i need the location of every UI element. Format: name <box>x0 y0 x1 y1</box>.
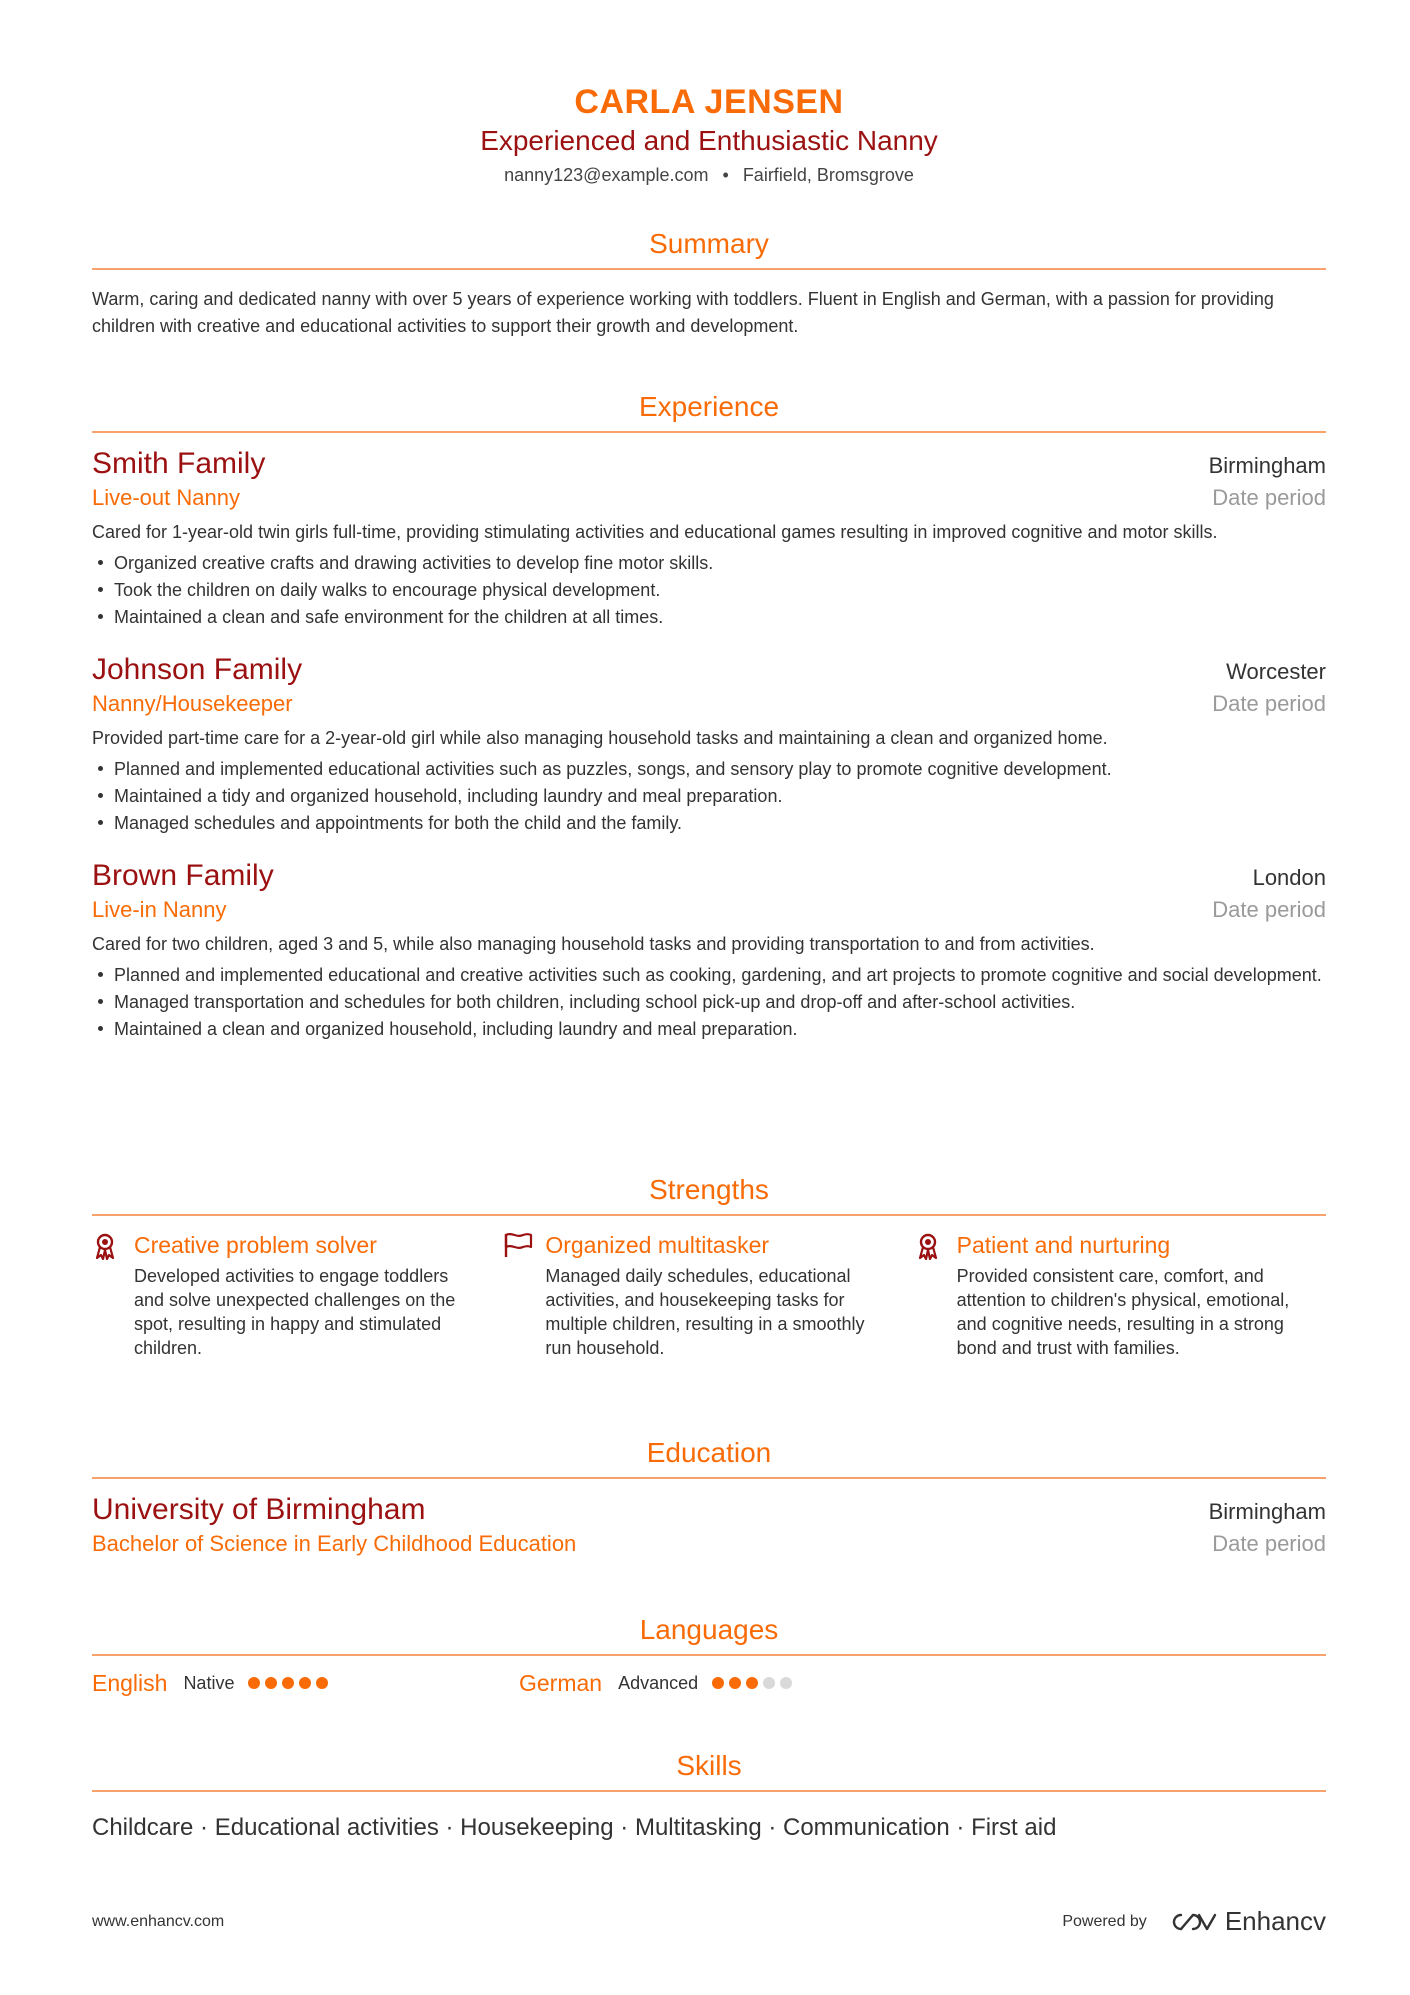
skill-item: Multitasking <box>634 1814 762 1841</box>
strength-title: Creative problem solver <box>134 1232 377 1258</box>
bullet-item: Managed schedules and appointments for both the child and the family. <box>92 810 1326 837</box>
strength-item <box>915 1230 1326 1360</box>
rating-dot-empty <box>763 1677 775 1689</box>
strength-title: Patient and nurturing <box>956 1232 1171 1258</box>
strengths-section <box>92 1172 1326 1360</box>
rating-dot-empty <box>780 1677 792 1689</box>
bullet-item: Took the children on daily walks to encourage physical development. <box>92 577 1326 604</box>
rating-dot-filled <box>729 1677 741 1689</box>
candidate-headline: Experienced and Enthusiastic Nanny <box>480 125 938 156</box>
language-name: English <box>92 1670 168 1696</box>
school-name: University of Birmingham <box>92 1493 426 1526</box>
job-date: Date period <box>1212 691 1326 716</box>
education-date: Date period <box>1212 1531 1326 1556</box>
rating-dot-filled <box>746 1677 758 1689</box>
footer-branding <box>1062 1906 1326 1937</box>
award-ribbon-icon <box>915 1230 957 1360</box>
skills-list <box>92 1812 1326 1844</box>
skill-item: Educational activities <box>214 1814 439 1841</box>
summary-section <box>92 226 1326 340</box>
company-name: Johnson Family <box>92 653 303 686</box>
degree-title: Bachelor of Science in Early Childhood Education <box>92 1531 577 1556</box>
bullet-item: Maintained a clean and organized household, including laundry and meal preparation. <box>92 1016 1326 1043</box>
section-title-languages: Languages <box>639 1614 779 1645</box>
strength-title: Organized multitasker <box>545 1232 770 1258</box>
rating-dot-filled <box>248 1677 260 1689</box>
section-title-skills: Skills <box>676 1750 742 1781</box>
bullet-item: Managed transportation and schedules for both children, including school pick-up and drop-off and after-school activities. <box>92 989 1326 1016</box>
school-location: Birmingham <box>1208 1499 1326 1524</box>
language-level: Native <box>183 1672 235 1693</box>
section-divider <box>92 1654 1326 1656</box>
powered-by-label: Powered by <box>1062 1912 1147 1930</box>
company-name: Brown Family <box>92 859 274 892</box>
skill-separator: · <box>761 1814 783 1841</box>
skill-item: Communication <box>783 1814 950 1841</box>
job-date: Date period <box>1212 897 1326 922</box>
section-title-education: Education <box>646 1437 772 1468</box>
skill-separator: · <box>613 1814 635 1841</box>
language-rating <box>712 1677 797 1689</box>
language-item <box>92 1668 519 1698</box>
enhancv-logo-icon <box>1171 1911 1217 1933</box>
summary-text: Warm, caring and dedicated nanny with over 5 years of experience working with toddlers. Fluent in English and German, with a passion for providing children with creative and educational activities to support their growth and development. <box>92 289 1274 336</box>
experience-entry <box>92 857 1326 1043</box>
rating-dot-filled <box>265 1677 277 1689</box>
bullet-item: Maintained a clean and safe environment for the children at all times. <box>92 604 1326 631</box>
bullet-item: Planned and implemented educational activities such as puzzles, songs, and sensory play to promote cognitive development. <box>92 756 1326 783</box>
brand-logo[interactable] <box>1171 1906 1326 1937</box>
section-title-experience: Experience <box>638 391 780 422</box>
skill-separator: · <box>193 1814 215 1841</box>
bullet-item: Planned and implemented educational and creative activities such as cooking, gardening, and art projects to promote cognitive and social development. <box>92 962 1326 989</box>
language-item <box>519 1668 946 1698</box>
job-bullets <box>92 962 1326 1043</box>
rating-dot-filled <box>282 1677 294 1689</box>
experience-entry <box>92 445 1326 631</box>
brand-name: Enhancv <box>1224 1906 1326 1936</box>
rating-dot-filled <box>316 1677 328 1689</box>
bullet-item: Maintained a tidy and organized household, including laundry and meal preparation. <box>92 783 1326 810</box>
location: Fairfield, Bromsgrove <box>742 165 914 185</box>
strength-item <box>503 1230 914 1360</box>
job-bullets <box>92 550 1326 631</box>
job-location: London <box>1252 865 1326 890</box>
languages-list <box>92 1668 1326 1698</box>
resume-page <box>92 0 1326 1995</box>
section-divider <box>92 1790 1326 1792</box>
section-title-summary: Summary <box>649 228 769 259</box>
rating-dot-filled <box>712 1677 724 1689</box>
job-location: Birmingham <box>1208 453 1326 478</box>
language-name: German <box>519 1670 603 1696</box>
job-bullets <box>92 756 1326 837</box>
section-divider <box>92 268 1326 270</box>
strengths-grid <box>92 1230 1326 1360</box>
language-level: Advanced <box>618 1672 699 1693</box>
skill-separator: · <box>438 1814 461 1841</box>
email[interactable]: nanny123@example.com <box>504 165 709 185</box>
page-footer <box>92 1906 1326 1937</box>
language-rating <box>248 1677 333 1689</box>
skill-item: Childcare <box>92 1814 194 1841</box>
job-title: Live-in Nanny <box>92 897 227 922</box>
experience-section <box>92 389 1326 1043</box>
resume-header <box>92 82 1326 188</box>
skill-item: Housekeeping <box>460 1814 614 1841</box>
job-location: Worcester <box>1226 659 1326 684</box>
job-date: Date period <box>1212 485 1326 510</box>
section-title-strengths: Strengths <box>649 1174 769 1205</box>
strength-item <box>92 1230 503 1360</box>
education-section <box>92 1435 1326 1559</box>
job-title: Nanny/Housekeeper <box>92 691 293 716</box>
footer-url[interactable]: www.enhancv.com <box>92 1912 225 1930</box>
flag-icon <box>503 1230 545 1360</box>
skills-section <box>92 1748 1326 1844</box>
experience-entry <box>92 651 1326 837</box>
rating-dot-filled <box>299 1677 311 1689</box>
strength-description: Developed activities to engage toddlers and solve unexpected challenges on the spot, resulting in happy and stimulated children. <box>134 1266 456 1358</box>
bullet-item: Organized creative crafts and drawing activities to develop fine motor skills. <box>92 550 1326 577</box>
job-description: Cared for two children, aged 3 and 5, while also managing household tasks and providing transportation to and from activities. <box>92 934 1095 954</box>
strength-description: Provided consistent care, comfort, and attention to children's physical, emotional, and cognitive needs, resulting in a strong bond and trust with families. <box>956 1266 1290 1358</box>
job-description: Provided part-time care for a 2-year-old girl while also managing household tasks and maintaining a clean and organized home. <box>92 728 1108 748</box>
languages-section <box>92 1612 1326 1698</box>
section-divider <box>92 431 1326 433</box>
company-name: Smith Family <box>92 447 266 480</box>
strength-description: Managed daily schedules, educational activities, and housekeeping tasks for multiple children, resulting in a smoothly run household. <box>545 1266 865 1358</box>
skill-item: First aid <box>971 1814 1057 1841</box>
job-description: Cared for 1-year-old twin girls full-time, providing stimulating activities and educational games resulting in improved cognitive and motor skills. <box>92 522 1218 542</box>
contact-separator: • <box>722 165 729 185</box>
section-divider <box>92 1214 1326 1216</box>
job-title: Live-out Nanny <box>92 485 240 510</box>
section-divider <box>92 1477 1326 1479</box>
award-ribbon-icon <box>92 1230 134 1360</box>
skill-separator: · <box>949 1814 972 1841</box>
contact-line <box>92 162 1326 188</box>
education-entry <box>92 1491 1326 1559</box>
candidate-name: CARLA JENSEN <box>574 83 844 121</box>
